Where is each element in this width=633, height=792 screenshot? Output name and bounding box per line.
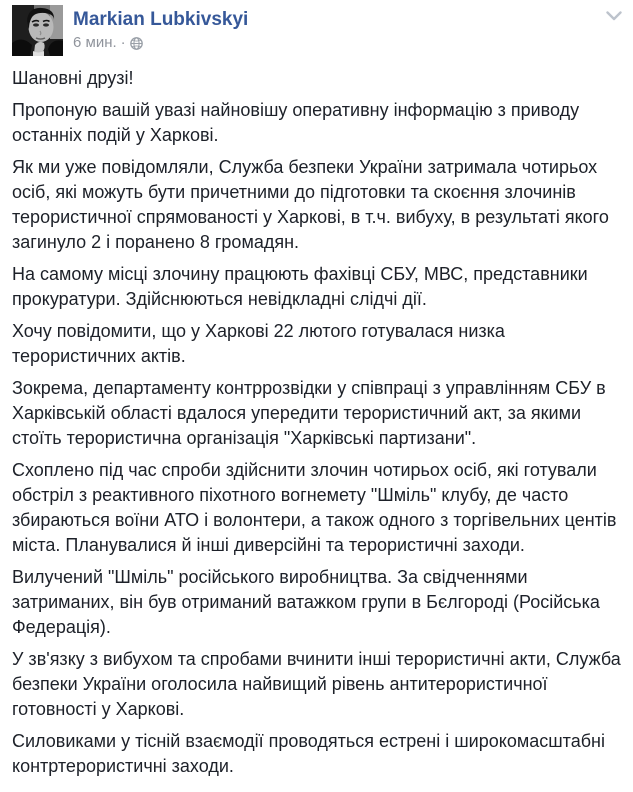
post-paragraph: У зв'язку з вибухом та спробами вчинити інші терористичні акти, Служба безпеки України оголосила найвищий рівень антитерористичної готовності у Харкові. <box>12 649 621 719</box>
chevron-down-icon <box>606 11 622 21</box>
post-options-button[interactable] <box>603 6 625 26</box>
timestamp-link[interactable]: 6 мин. <box>73 34 117 51</box>
post-meta <box>73 34 248 51</box>
author-name-link[interactable]: Markian Lubkivskyi <box>73 9 249 30</box>
post-paragraph: Пропоную вашій увазі найновішу оперативну інформацію з приводу останніх подій у Харкові. <box>12 100 580 145</box>
meta-separator: · <box>120 34 126 51</box>
post-paragraph: Як ми уже повідомляли, Служба безпеки України затримала чотирьох осіб, які можуть бути причетними до підготовки та скоєння злочинів терористичної спрямованості у Харкові, в т.ч. вибуху, в результаті якого загинуло 2 і поранено 8 громадян. <box>12 157 609 252</box>
post-paragraph: Схоплено під час спроби здійснити злочин чотирьох осіб, які готували обстріл з реактивного піхотного вогнемету "Шміль" клубу, де часто збираються воїни АТО і волонтери, а також одного з торгівельних центів міста. Планувалися й інші диверсійні та терористичні заходи. <box>12 460 617 555</box>
post-header <box>0 0 633 56</box>
post-paragraph: Вилучений "Шміль" російського виробництва. За свідченнями затриманих, він був отриманий ватажком групи в Бєлгороді (Російська Федерація). <box>12 567 600 637</box>
post-paragraph: Зокрема, департаменту контррозвідки у співпраці з управлінням СБУ в Харківській області вдалося упередити терористичний акт, за якими стоїть терористична організація "Харківські партизани". <box>12 378 606 448</box>
post-header-text <box>73 5 248 51</box>
globe-privacy-icon <box>130 37 143 50</box>
profile-photo-portrait <box>12 5 63 56</box>
post-body <box>0 66 633 792</box>
post-paragraph: На самому місці злочину працюють фахівці СБУ, МВС, представники прокуратури. Здійснюються невідкладні слідчі дії. <box>12 264 588 309</box>
author-avatar[interactable] <box>12 5 63 56</box>
post-paragraph: Шановні друзі! <box>12 68 134 88</box>
post-paragraph: Хочу повідомити, що у Харкові 22 лютого готувалася низка терористичних актів. <box>12 321 505 366</box>
post-paragraph: Силовиками у тісній взаємодії проводяться естрені і широкомасштабні контртерористичні заходи. <box>12 731 605 776</box>
